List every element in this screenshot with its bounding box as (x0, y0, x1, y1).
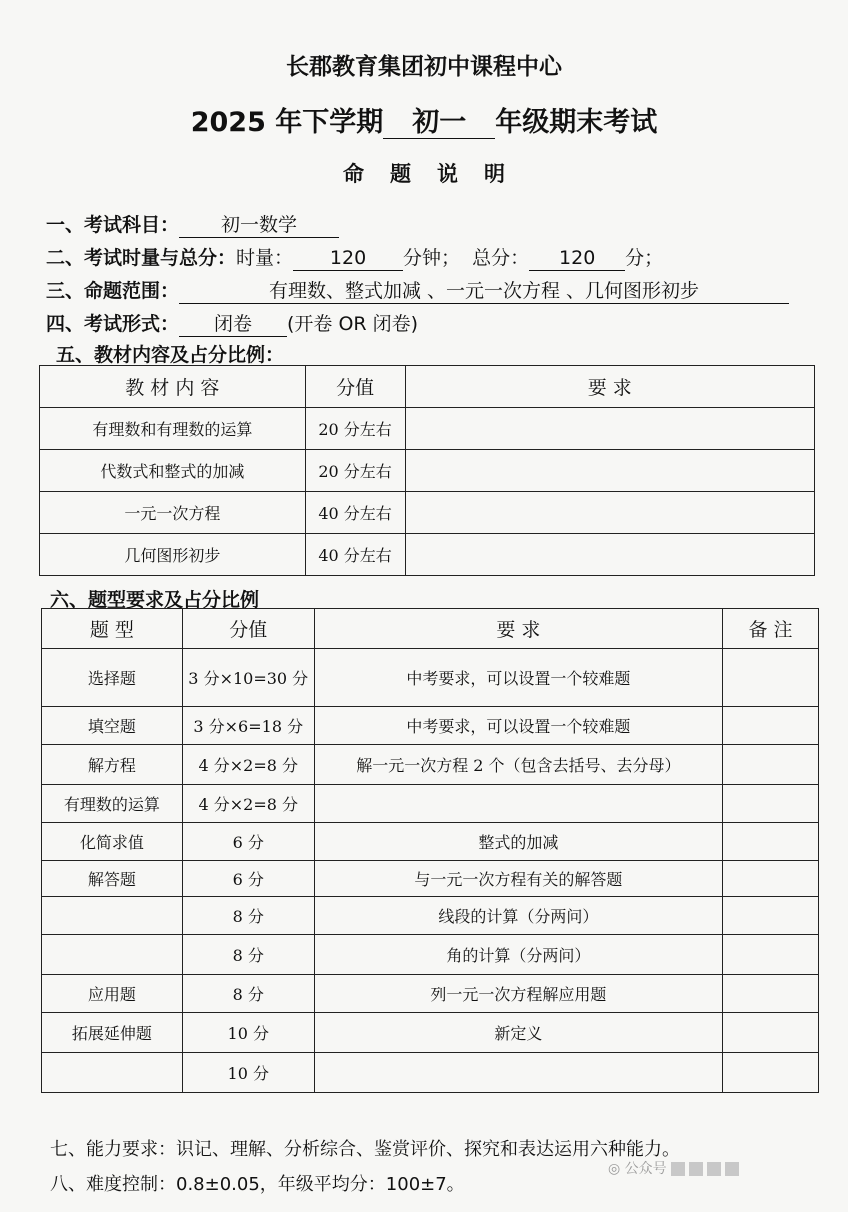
row-note (723, 935, 819, 975)
watermark (608, 1158, 739, 1178)
row-content: 一元一次方程 (40, 492, 306, 534)
table-row (42, 1013, 819, 1053)
row-score: 40 分左右 (305, 534, 405, 576)
row-score: 6 分 (182, 823, 314, 861)
row-score: 8 分 (182, 935, 314, 975)
blur-block-icon (671, 1162, 685, 1176)
format-row (46, 309, 418, 337)
header-content: 教 材 内 容 (40, 366, 306, 408)
row-note (723, 649, 819, 707)
table-row (42, 935, 819, 975)
row-type (42, 897, 183, 935)
score-value: 120 (529, 248, 625, 271)
exam-title (0, 100, 848, 139)
wechat-icon: ◎ (608, 1161, 621, 1177)
format-label: 四、考试形式： (46, 313, 180, 335)
header-type: 题 型 (42, 609, 183, 649)
difficulty-control: 八、难度控制：0.8±0.05，年级平均分：100±7。 (50, 1174, 465, 1195)
scope-value: 有理数、整式加减 、一元一次方程 、几何图形初步 (179, 281, 789, 304)
row-type: 有理数的运算 (42, 785, 183, 823)
row-note (723, 785, 819, 823)
table-row (40, 534, 815, 576)
row-requirement (314, 785, 722, 823)
content-score-table (39, 365, 815, 576)
row-score: 20 分左右 (305, 450, 405, 492)
subject-value: 初一数学 (179, 215, 339, 238)
term-suffix: 年级期末考试 (495, 107, 658, 138)
table-row (40, 450, 815, 492)
row-score: 6 分 (182, 861, 314, 897)
table-row (42, 707, 819, 745)
table-header-row (40, 366, 815, 408)
row-requirement: 解一元一次方程 2 个（包含去括号、去分母） (314, 745, 722, 785)
row-type: 拓展延伸题 (42, 1013, 183, 1053)
header-requirement: 要 求 (314, 609, 722, 649)
row-score: 3 分×10=30 分 (182, 649, 314, 707)
row-note (723, 745, 819, 785)
row-score: 10 分 (182, 1013, 314, 1053)
row-requirement: 与一元一次方程有关的解答题 (314, 861, 722, 897)
question-type-table (41, 608, 819, 1093)
table-header-row (42, 609, 819, 649)
row-score: 3 分×6=18 分 (182, 707, 314, 745)
term-prefix: 2025 年下学期 (190, 107, 384, 138)
row-requirement: 列一元一次方程解应用题 (314, 975, 722, 1013)
table-row (42, 823, 819, 861)
table-row (42, 1053, 819, 1093)
row-note (723, 1013, 819, 1053)
table-row (42, 745, 819, 785)
row-content: 几何图形初步 (40, 534, 306, 576)
section6-title: 六、题型要求及占分比例 (50, 589, 260, 611)
header-score: 分值 (182, 609, 314, 649)
row-score: 8 分 (182, 975, 314, 1013)
row-type: 解方程 (42, 745, 183, 785)
header-requirement: 要 求 (405, 366, 814, 408)
row-score: 4 分×2=8 分 (182, 745, 314, 785)
subject-label: 一、考试科目： (46, 214, 180, 236)
row-score: 40 分左右 (305, 492, 405, 534)
blur-block-icon (707, 1162, 721, 1176)
row-type: 选择题 (42, 649, 183, 707)
scope-row (46, 276, 789, 304)
row-note (723, 897, 819, 935)
organization-title: 长郡教育集团初中课程中心 (286, 54, 562, 80)
row-requirement: 整式的加减 (314, 823, 722, 861)
watermark-text: 公众号 (624, 1161, 667, 1177)
table-row (42, 649, 819, 707)
time-score-row (46, 243, 663, 271)
row-type: 填空题 (42, 707, 183, 745)
table-row (42, 975, 819, 1013)
row-content: 有理数和有理数的运算 (40, 408, 306, 450)
row-requirement: 角的计算（分两问） (314, 935, 722, 975)
time-value: 120 (293, 248, 403, 271)
row-requirement (405, 492, 814, 534)
row-note (723, 861, 819, 897)
row-type (42, 935, 183, 975)
row-score: 20 分左右 (305, 408, 405, 450)
time-score-label: 二、考试时量与总分： (46, 247, 237, 269)
row-score: 10 分 (182, 1053, 314, 1093)
table-row (42, 861, 819, 897)
section5-title: 五、教材内容及占分比例： (56, 344, 285, 366)
header-score: 分值 (305, 366, 405, 408)
row-note (723, 975, 819, 1013)
score-label: 总分： (472, 247, 530, 269)
row-type: 化简求值 (42, 823, 183, 861)
row-requirement (314, 1053, 722, 1093)
grade-field: 初一 (383, 107, 495, 139)
row-type (42, 1053, 183, 1093)
time-unit: 分钟； (403, 247, 461, 269)
blur-block-icon (689, 1162, 703, 1176)
row-requirement (405, 408, 814, 450)
score-unit: 分； (625, 247, 664, 269)
table-row (42, 897, 819, 935)
table-row (40, 408, 815, 450)
time-label: 时量： (236, 247, 294, 269)
row-score: 4 分×2=8 分 (182, 785, 314, 823)
row-note (723, 707, 819, 745)
row-requirement: 中考要求，可以设置一个较难题 (314, 649, 722, 707)
row-score: 8 分 (182, 897, 314, 935)
blur-block-icon (725, 1162, 739, 1176)
header-note: 备 注 (723, 609, 819, 649)
ability-requirement: 七、能力要求：识记、理解、分析综合、鉴赏评价、探究和表达运用六种能力。 (50, 1139, 680, 1160)
row-requirement (405, 450, 814, 492)
row-requirement: 新定义 (314, 1013, 722, 1053)
row-requirement: 线段的计算（分两问） (314, 897, 722, 935)
row-requirement (405, 534, 814, 576)
format-value: 闭卷 (179, 314, 287, 337)
row-note (723, 1053, 819, 1093)
scope-label: 三、命题范围： (46, 280, 180, 302)
row-requirement: 中考要求，可以设置一个较难题 (314, 707, 722, 745)
table-row (42, 785, 819, 823)
format-note: (开卷 OR 闭卷) (287, 313, 419, 335)
table-row (40, 492, 815, 534)
row-type: 解答题 (42, 861, 183, 897)
document-title: 命题说明 (343, 162, 531, 186)
row-type: 应用题 (42, 975, 183, 1013)
row-note (723, 823, 819, 861)
row-content: 代数式和整式的加减 (40, 450, 306, 492)
subject-row (46, 210, 339, 238)
